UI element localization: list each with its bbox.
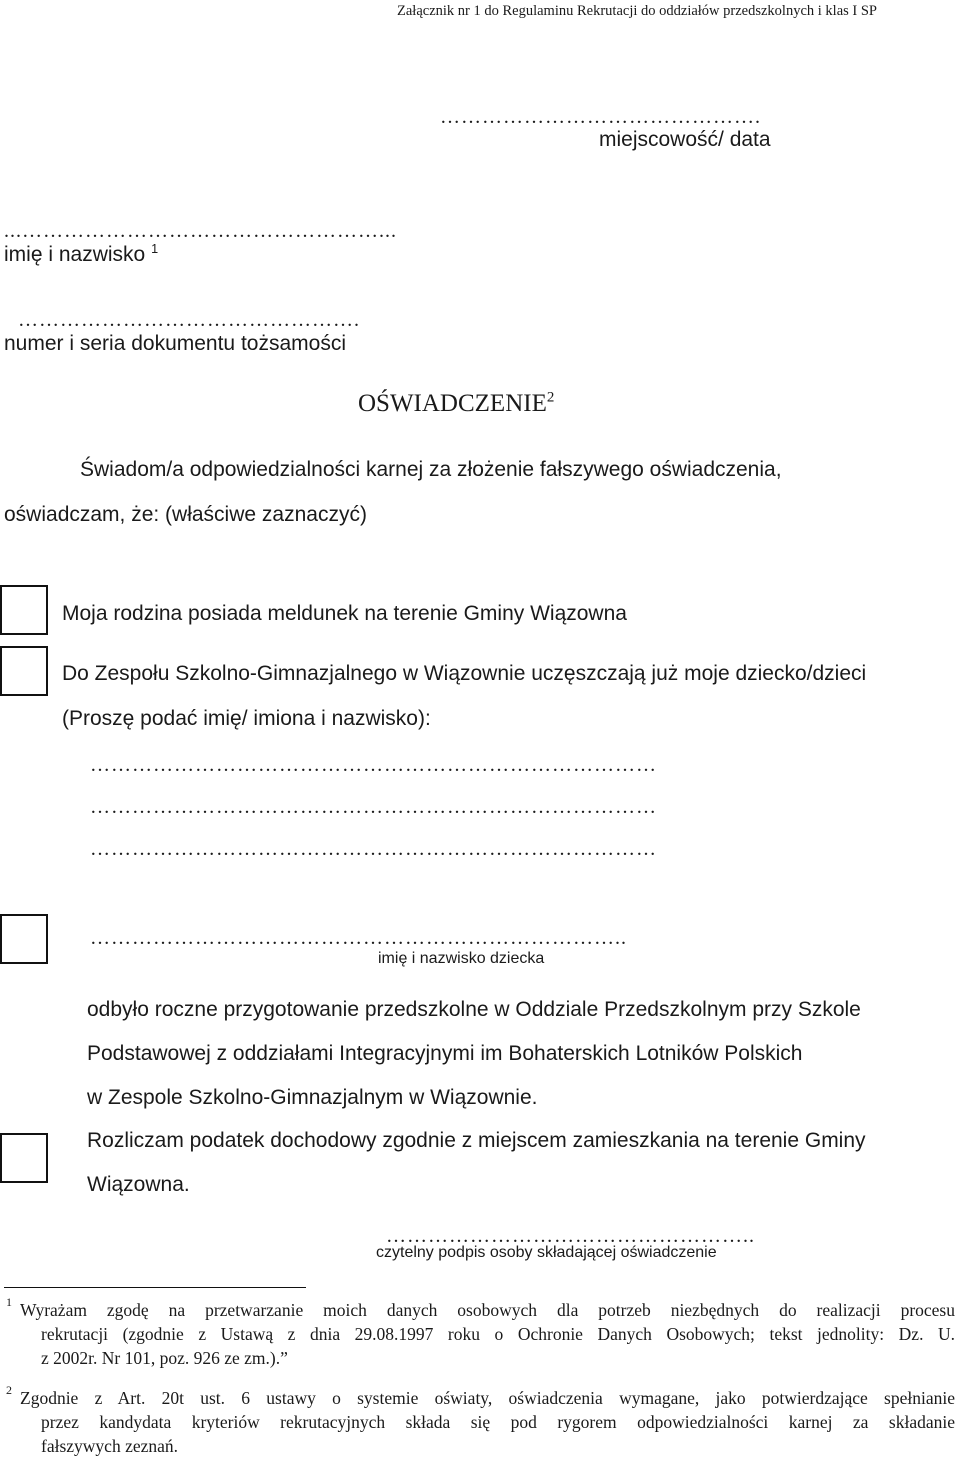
checkbox-tax[interactable]: [0, 1133, 48, 1183]
footnote-2-number: 2: [6, 1383, 12, 1397]
option-preschool-line-1: odbyło roczne przygotowanie przedszkolne w Oddziale Przedszkolnym przy Szkole: [87, 998, 861, 1021]
footnote-2-line-1: Zgodnie z Art. 20t ust. 6 ustawy o systemie oświaty, oświadczenia wymagane, jako potwierdzające spełnianie: [20, 1388, 955, 1408]
document-title: OŚWIADCZENIE$^2$: [358, 389, 555, 417]
checkbox-preschool[interactable]: [0, 914, 48, 964]
option-preschool-line-2: Podstawowej z oddziałami Integracyjnymi im Bohaterskich Lotników Polskich: [87, 1042, 803, 1065]
name-dots[interactable]: ...……………………………………………...: [4, 220, 397, 242]
footnote-1-line-2: rekrutacji (zgodnie z Ustawą z dnia 29.08.1997 roku o Ochronie Danych Osobowych; tekst jednolity: Dz. U.: [41, 1324, 955, 1344]
footnote-2-line-2: przez kandydata kryteriów rekrutacyjnych składa się pod rygorem odpowiedzialności karnej za składanie: [41, 1412, 955, 1432]
footnote-2-line-3: fałszywych zeznań.: [41, 1436, 179, 1456]
siblings-name-dots-3[interactable]: ………………………………………………………………………: [90, 838, 657, 860]
footnote-1-line-3: z 2002r. Nr 101, poz. 926 ze zm.).”: [41, 1348, 288, 1368]
child-name-label: imię i nazwisko dziecka: [378, 950, 545, 967]
intro-line-1: Świadom/a odpowiedzialności karnej za złożenie fałszywego oświadczenia,: [80, 458, 782, 481]
signature-label: czytelny podpis osoby składającej oświadczenie: [376, 1244, 717, 1261]
id-document-label: numer i seria dokumentu tożsamości: [4, 332, 346, 355]
checkbox-siblings[interactable]: [0, 646, 48, 696]
option-registration-label: Moja rodzina posiada meldunek na terenie Gminy Wiązowna: [62, 602, 627, 625]
option-preschool-line-3: w Zespole Szkolno-Gimnazjalnym w Wiązownie.: [87, 1086, 538, 1109]
footnote-separator: [4, 1287, 306, 1288]
footnote-1-line-1: Wyrażam zgodę na przetwarzanie moich danych osobowych dla potrzeb niezbędnych do realizacji procesu: [20, 1300, 955, 1320]
signature-dots[interactable]: ……………………………………………..: [386, 1225, 755, 1247]
siblings-name-dots-2[interactable]: ………………………………………………………………………: [90, 796, 657, 818]
footnote-ref-2: 2: [546, 389, 555, 406]
footnote-1-number: 1: [6, 1295, 12, 1309]
option-siblings-label: Do Zespołu Szkolno-Gimnazjalnego w Wiązownie uczęszczają już moje dziecko/dzieci: [62, 662, 867, 685]
siblings-name-dots-1[interactable]: ………………………………………………………………………: [90, 754, 657, 776]
child-name-dots[interactable]: …………………………………………………………………..: [90, 927, 627, 949]
option-siblings-instruction: (Proszę podać imię/ imiona i nazwisko):: [62, 707, 431, 730]
option-tax-line-2: Wiązowna.: [87, 1173, 190, 1196]
id-document-dots[interactable]: ………………………………………….: [18, 309, 360, 331]
place-date-label: miejscowość/ data: [599, 128, 771, 151]
place-date-dots[interactable]: ……………………………………….: [440, 106, 761, 128]
footnote-ref-1: 1: [151, 242, 159, 256]
option-tax-line-1: Rozliczam podatek dochodowy zgodnie z miejscem zamieszkania na terenie Gminy: [87, 1129, 866, 1152]
document-header: Załącznik nr 1 do Regulaminu Rekrutacji do oddziałów przedszkolnych i klas I SP: [397, 3, 877, 19]
checkbox-registration[interactable]: [0, 585, 48, 635]
intro-line-2: oświadczam, że: (właściwe zaznaczyć): [4, 503, 367, 526]
name-label: imię i nazwisko $^1$: [4, 242, 159, 266]
